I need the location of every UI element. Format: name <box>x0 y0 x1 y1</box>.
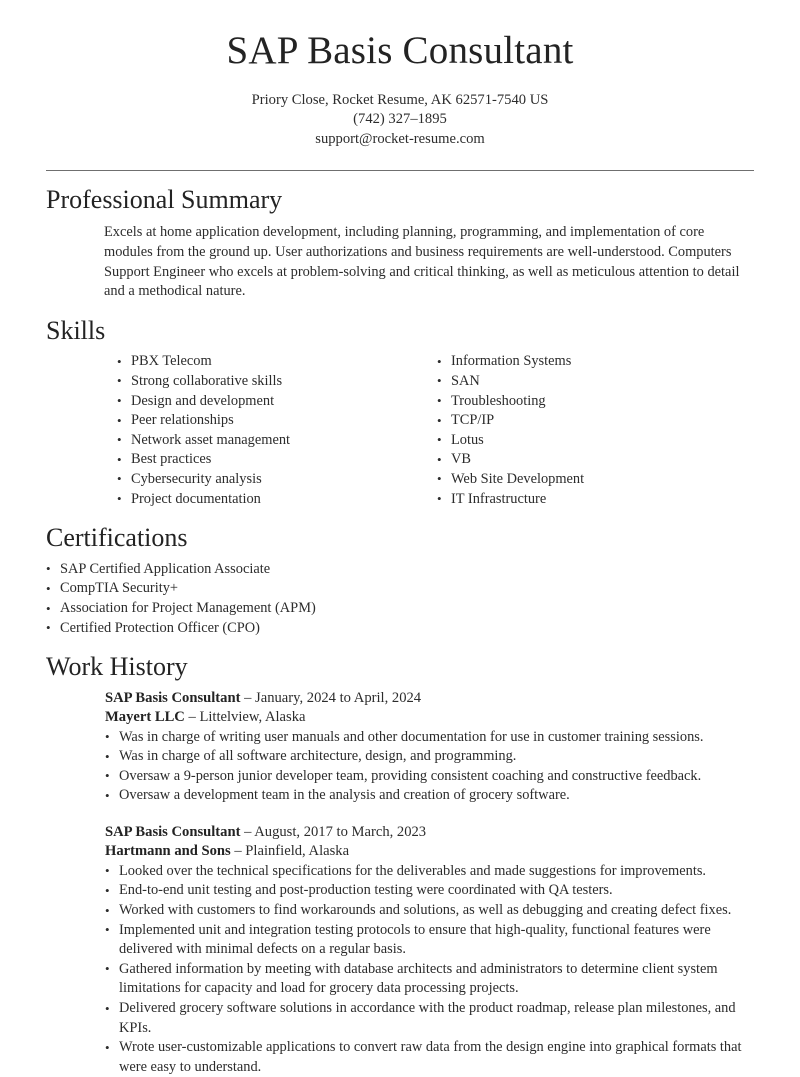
contact-email: support@rocket-resume.com <box>315 131 485 148</box>
list-item: • VB <box>437 450 757 470</box>
list-item: • Troubleshooting <box>437 392 757 412</box>
skills-column-right <box>437 352 757 509</box>
list-item: • Best practices <box>117 450 437 470</box>
professional-summary-text: Excels at home application development, including planning, programming, and implementation of core modules from the ground up. User authorizations and business requirements are well-understood. Computers Support Engineer who excels at problem-solving and critical thinking, as well as meticulous attention to detail and a methodical nature. <box>104 224 740 300</box>
job-title-line <box>105 689 754 708</box>
list-item: • Association for Project Management (APM) <box>46 599 754 619</box>
list-item: • Strong collaborative skills <box>117 372 437 392</box>
list-item: • Cybersecurity analysis <box>117 470 437 490</box>
job-company-line <box>105 708 754 727</box>
contact-address: Priory Close, Rocket Resume, AK 62571-7540 US <box>251 91 549 108</box>
resume-header <box>46 0 754 150</box>
list-item: • IT Infrastructure <box>437 490 757 510</box>
list-item: • Was in charge of writing user manuals and other documentation for use in customer training sessions. <box>105 728 754 748</box>
job-company: Hartmann and Sons <box>105 843 235 860</box>
job-responsibilities <box>105 862 754 1077</box>
header-divider <box>46 170 754 171</box>
list-item: • TCP/IP <box>437 411 757 431</box>
skills-columns <box>117 352 754 509</box>
section-work-history <box>46 652 754 1077</box>
section-professional-summary <box>46 185 754 302</box>
section-heading-certifications: Certifications <box>46 523 188 553</box>
list-item: • Wrote user-customizable applications to convert raw data from the design engine into graphical formats that were easy to understand. <box>105 1038 754 1077</box>
list-item: • Project documentation <box>117 490 437 510</box>
work-history-jobs <box>105 689 754 1077</box>
list-item: • Gathered information by meeting with database architects and administrators to determine client system limitations for capacity and load for grocery data processing projects. <box>105 960 754 999</box>
list-item: • PBX Telecom <box>117 352 437 372</box>
work-history-entry <box>105 689 754 806</box>
job-company-line <box>105 842 754 861</box>
list-item: • End-to-end unit testing and post-production testing were coordinated with QA testers. <box>105 881 754 901</box>
list-item: • Peer relationships <box>117 411 437 431</box>
section-heading-skills: Skills <box>46 315 106 345</box>
job-dates: – August, 2017 to March, 2023 <box>244 824 427 841</box>
job-title: SAP Basis Consultant <box>105 689 245 706</box>
section-certifications <box>46 523 754 638</box>
list-item: • Oversaw a 9-person junior developer team, providing consistent coaching and constructive feedback. <box>105 767 754 787</box>
skills-column-left <box>117 352 437 509</box>
job-dates: – January, 2024 to April, 2024 <box>244 689 422 706</box>
candidate-name: SAP Basis Consultant <box>226 29 574 72</box>
job-location: – Littelview, Alaska <box>188 709 306 726</box>
list-item: • Network asset management <box>117 431 437 451</box>
job-responsibilities <box>105 728 754 806</box>
job-title-line <box>105 823 754 842</box>
list-item: • SAN <box>437 372 757 392</box>
section-heading-professional-summary: Professional Summary <box>46 184 283 214</box>
list-item: • CompTIA Security+ <box>46 579 754 599</box>
job-location: – Plainfield, Alaska <box>234 843 350 860</box>
list-item: • Implemented unit and integration testing protocols to ensure that high-quality, functional features were delivered with minimal defects on a regular basis. <box>105 921 754 960</box>
list-item: • Delivered grocery software solutions in accordance with the product roadmap, release plan milestones, and KPIs. <box>105 999 754 1038</box>
job-company: Mayert LLC <box>105 709 189 726</box>
list-item: • Information Systems <box>437 352 757 372</box>
list-item: • Looked over the technical specifications for the deliverables and made suggestions for improvements. <box>105 862 754 882</box>
list-item: • Web Site Development <box>437 470 757 490</box>
certifications-list <box>46 560 754 638</box>
list-item: • SAP Certified Application Associate <box>46 560 754 580</box>
list-item: • Lotus <box>437 431 757 451</box>
list-item: • Worked with customers to find workarounds and solutions, as well as debugging and creating defect fixes. <box>105 901 754 921</box>
job-title: SAP Basis Consultant <box>105 824 245 841</box>
list-item: • Oversaw a development team in the analysis and creation of grocery software. <box>105 786 754 806</box>
contact-phone: (742) 327–1895 <box>353 111 447 128</box>
section-skills <box>46 316 754 509</box>
section-heading-work-history: Work History <box>46 652 188 682</box>
list-item: • Was in charge of all software architecture, design, and programming. <box>105 747 754 767</box>
list-item: • Certified Protection Officer (CPO) <box>46 619 754 639</box>
list-item: • Design and development <box>117 392 437 412</box>
work-history-entry <box>105 823 754 1077</box>
